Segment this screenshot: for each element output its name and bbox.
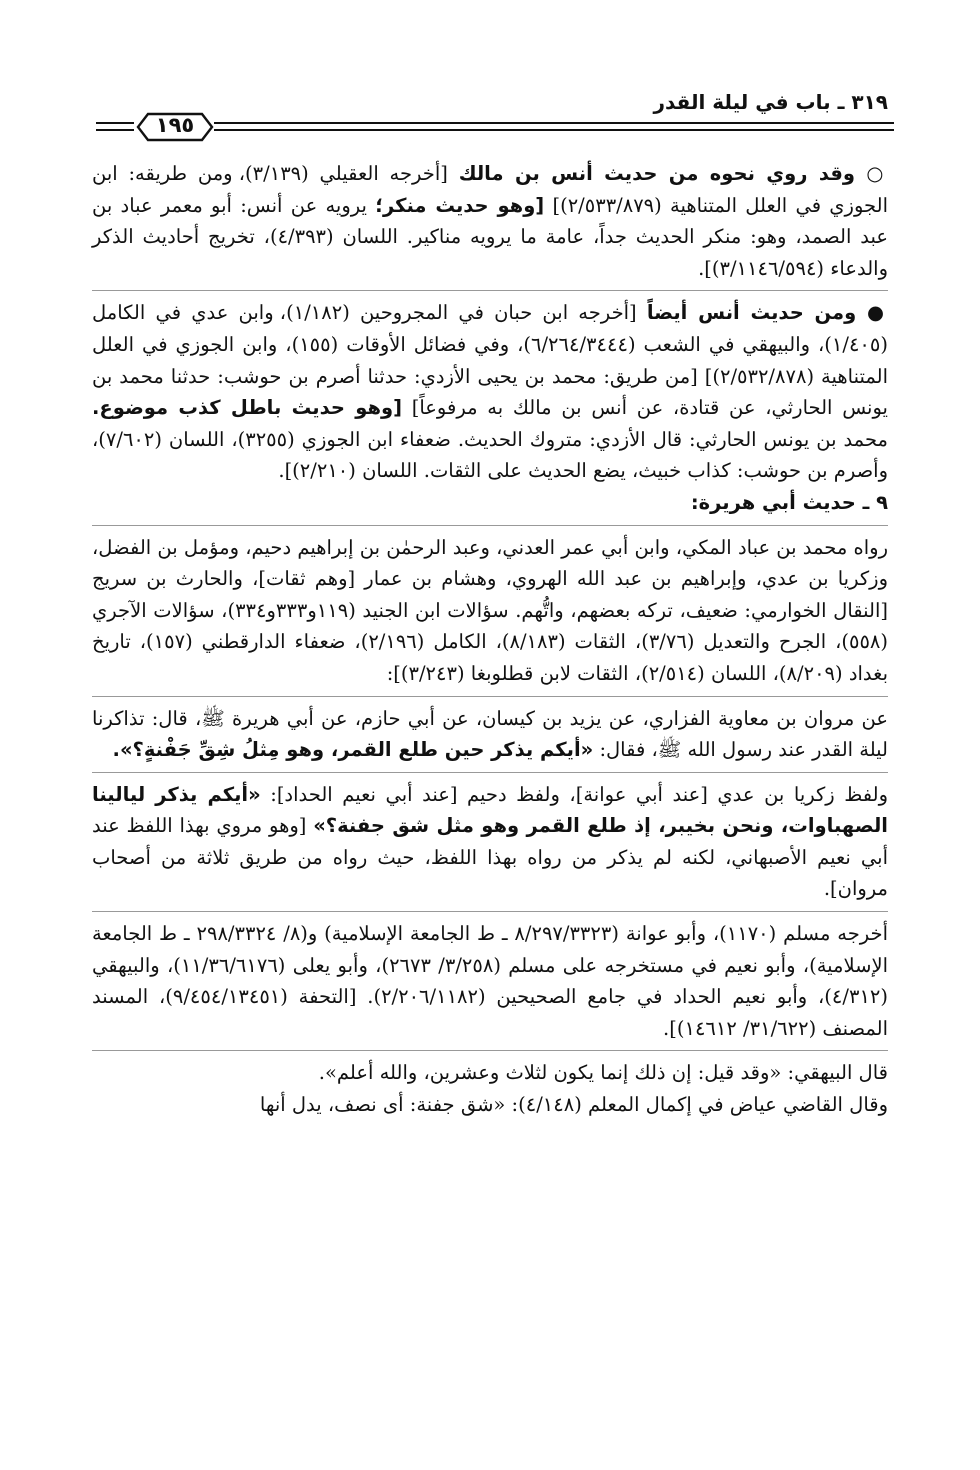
- section-heading-abu-hurayra: ٩ ـ حديث أبي هريرة:: [690, 490, 888, 514]
- text-run: محمد بن يونس الحارثي: قال الأزدي: متروك الحديث. ضعفاء ابن الجوزي (٣٢٥٥)، اللسان (٧/٦٠٢)، وأصرم بن حوشب: كذاب خبيث، يضع الحديث على الثقات. اللسان (٢/٢١٠)].: [92, 427, 888, 483]
- text-run: عن مروان بن معاوية الفزاري، عن يزيد بن كيسان، عن أبي حازم، عن أبي هريرة ﷺ، قال: تذاكرنا ليلة القدر عند رسول الله ﷺ، فقال:: [92, 706, 888, 762]
- divider: [92, 1050, 888, 1051]
- bold-lead: ● ومن حديث أنس أيضاً: [646, 301, 889, 325]
- divider: [92, 696, 888, 697]
- bold-ruling: [وهو حديث منكر؛: [375, 193, 545, 217]
- paragraph-narrators: رواه محمد بن عباد المكي، وابن أبي عمر العدني، وعبد الرحمٰن بن إبراهيم دحيم، ومؤمل بن الفضل، وزكريا بن عدي، وإبراهيم بن عبد الله الهروي، وهشام بن عمار [وهم ثقات]، والحارث بن سريج [النقال الخوارمي: ضعيف، تركه بعضهم، واتُّهم. سؤالات ابن الجنيد (١١٩و٣٣٣و٣٣٤)، سؤالات الآجري (٥٥٨)، الجرح والتعديل (٣/٧٦)، الثقات (٨/١٨٣)، الكامل (٢/١٩٦)، ضعفاء الدارقطني (١٥٧)، تاريخ بغداد (٨/٢٠٩)، اللسان (٢/٥١٤)، الثقات لابن قطلوبغا (٣/٢٤٣)]:: [92, 535, 889, 685]
- divider: [92, 772, 888, 773]
- paragraph-anas-2: [92, 297, 888, 487]
- bold-lead: ○ وقد روي نحوه من حديث أنس بن مالك: [458, 162, 888, 185]
- paragraph-qadi-iyad: وقال القاضي عياض في إكمال المعلم (٤/١٤٨): «شق جفنة: أى نصف، يدل أنها: [259, 1093, 888, 1117]
- divider: [92, 911, 888, 912]
- bold-ruling: [وهو حديث باطل كذب موضوع.: [92, 396, 403, 420]
- paragraph-variant-wording: [92, 779, 888, 905]
- text-run: [أخرجه العقيلي (٣/١٣٩)، ومن طريقه: ابن الجوزي في العلل المتناهية (٢/٥٣٣/٨٧٩)]: [92, 162, 888, 217]
- text-run: يرويه عن أنس: أبو معمر عباد بن عبد الصمد، وهو: منكر الحديث جداً، عامة ما يرويه مناكير. اللسان (٤/٣٩٣)، تخريج أحاديث الذكر والدعاء (٣/١١٤٦/٥٩٤)].: [92, 193, 888, 280]
- divider: [92, 290, 888, 291]
- header-rule-bottom: [214, 129, 894, 131]
- paragraph-bayhaqi: قال البيهقي: «وقد قيل: إن ذلك إنما يكون لثلاث وعشرين، والله أعلم».: [318, 1061, 888, 1085]
- header-rule-left-bottom: [96, 129, 134, 131]
- text-run: [أخرجه ابن حبان في المجروحين (١/١٨٢)، وابن عدي في الكامل (١/٤٠٥)، والبيهقي في الشعب (٦/٢٦٤/٣٤٤٤)، وفي فضائل الأوقات (١٥٥)، وابن الجوزي في العلل المتناهية (٢/٥٣٢/٨٧٨)] [من طريق: محمد بن يحيى الأزدي: حدثنا أصرم بن حوشب: حدثنا محمد بن يونس الحارثي، عن قتادة، عن أنس بن مالك به مرفوعاً]: [92, 301, 888, 420]
- page-number-frame: [136, 110, 214, 144]
- page-body: [92, 158, 888, 1121]
- divider: [92, 525, 888, 526]
- paragraph-anas-1: [92, 158, 888, 284]
- text-run: [وهو مروي بهذا اللفظ عند أبي نعيم الأصبهاني، لكنه لم يذكر من رواه بهذا اللفظ، حيث رواه من طريق ثلاثة من أصحاب مروان].: [92, 814, 888, 901]
- paragraph-takhrij: أخرجه مسلم (١١٧٠)، وأبو عوانة (٨/٢٩٧/٣٣٢٣ ـ ط الجامعة الإسلامية) و(٨/ ٢٩٨/٣٣٢٤ ـ ط الجامعة الإسلامية)، وأبو نعيم في مستخرجه على مسلم (٣/٢٥٨/ ٢٦٧٣)، وأبو يعلى (١١/٣٦/٦١٧٦)، والبيهقي (٤/٣١٢)، وأبو نعيم الحداد في جامع الصحيحين (٢/٢٠٦/١١٨٢). [التحفة (٩/٤٥٤/١٣٤٥١)، المسند المصنف (٣١/٦٢٢/ ١٤٦١٢)].: [92, 922, 889, 1040]
- header-rule-left-top: [96, 122, 134, 124]
- bold-hadith: «أيكم يذكر ليالينا الصهباوات، ونحن بخيبر، إذ طلع القمر وهو مثل شق جفنة؟»: [92, 782, 888, 838]
- header-rule-top: [214, 122, 894, 124]
- page-number: ١٩٥: [155, 113, 195, 137]
- text-run: ولفظ زكريا بن عدي [عند أبي عوانة]، ولفظ دحيم [عند أبي نعيم الحداد]:: [260, 782, 888, 806]
- bold-hadith: «أيكم يذكر حين طلع القمر، وهو مِثلُ شِقِّ جَفْنةٍ؟».: [112, 738, 594, 762]
- paragraph-hadith-text: [92, 703, 888, 766]
- chapter-title: ٣١٩ ـ باب في ليلة القدر: [653, 90, 888, 114]
